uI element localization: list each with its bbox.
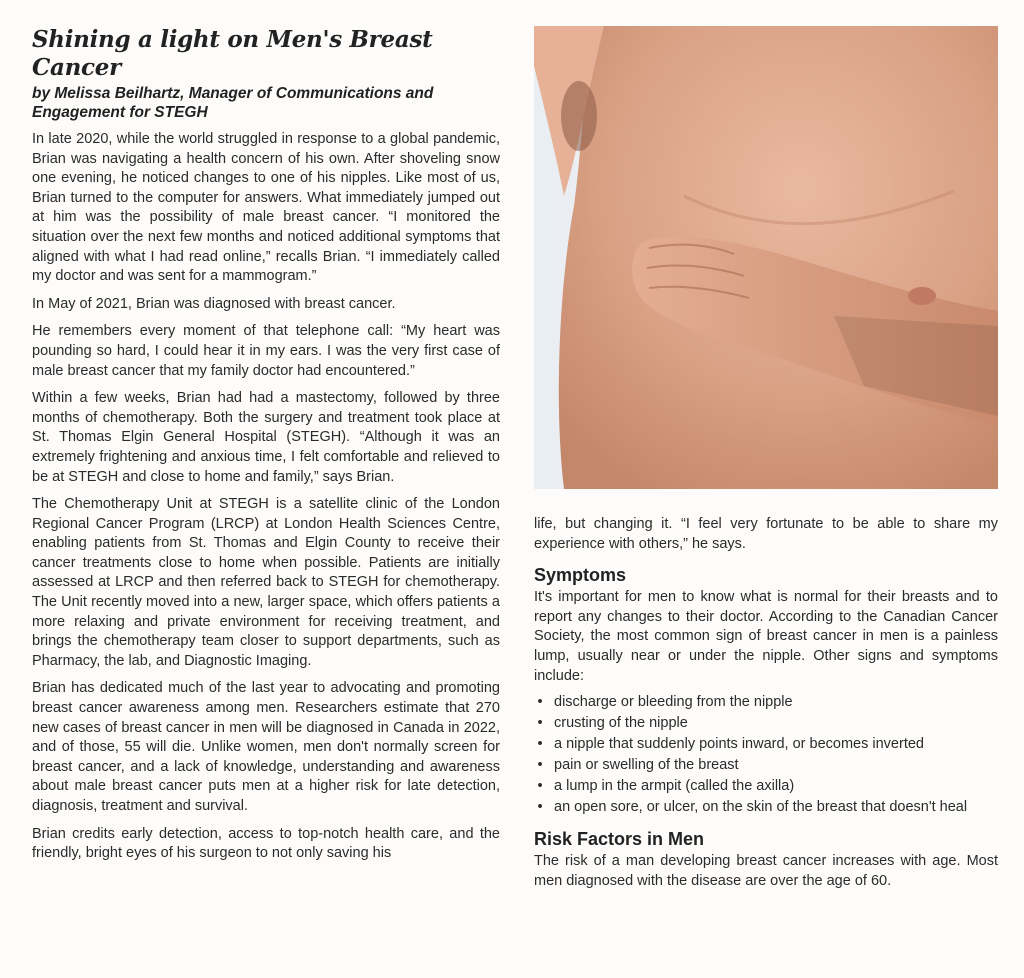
left-column xyxy=(32,26,500,872)
list-item-text: a nipple that suddenly points inward, or becomes inverted xyxy=(554,736,924,753)
self-exam-photo xyxy=(534,26,998,489)
bullet-icon: • xyxy=(537,799,543,816)
bullet-icon: • xyxy=(537,778,543,795)
paragraph: Brian credits early detection, access to top-notch health care, and the friendly, bright eyes of his surgeon to not only saving his xyxy=(32,825,500,862)
paragraph: In May of 2021, Brian was diagnosed with breast cancer. xyxy=(32,295,396,312)
list-item xyxy=(534,755,998,776)
bullet-icon: • xyxy=(537,757,543,774)
bullet-icon: • xyxy=(537,694,543,711)
list-item xyxy=(534,797,998,818)
list-item-text: pain or swelling of the breast xyxy=(554,757,739,774)
right-column xyxy=(534,515,998,899)
list-item-text: an open sore, or ulcer, on the skin of the breast that doesn't heal xyxy=(554,799,968,816)
risk-factors-heading: Risk Factors in Men xyxy=(534,829,705,850)
paragraph: The Chemotherapy Unit at STEGH is a satellite clinic of the London Regional Cancer Program (LRCP) at London Health Sciences Centre, enabling patients from St. Thomas and Elgin County to receive their cancer treatments close to home when possible. Patients are initially assessed at LRCP and then referred back to STEGH for chemotherapy. The Unit recently moved into a new, larger space, which offers patients a more relaxing and private environment for receiving treatment, and brings the chemotherapy team closer to support departments, such as Pharmacy, the lab, and Diagnostic Imaging. xyxy=(32,496,500,669)
list-item-text: a lump in the armpit (called the axilla) xyxy=(554,778,795,795)
paragraph: He remembers every moment of that telephone call: “My heart was pounding so hard, I could hear it in my ears. I was the very first case of male breast cancer that my family doctor had encountered.” xyxy=(32,323,500,379)
list-item-text: crusting of the nipple xyxy=(554,715,688,732)
symptoms-intro: It's important for men to know what is normal for their breasts and to report any changes to their doctor. According to the Canadian Cancer Society, the most common sign of breast cancer in men is a painless lump, usually near or under the nipple. Other signs and symptoms include: xyxy=(534,589,998,684)
list-item-text: discharge or bleeding from the nipple xyxy=(554,694,793,711)
bullet-icon: • xyxy=(537,736,543,753)
risk-factors-text: The risk of a man developing breast cancer increases with age. Most men diagnosed with the disease are over the age of 60. xyxy=(534,853,998,889)
symptoms-heading: Symptoms xyxy=(534,565,627,586)
paragraph: Brian has dedicated much of the last year to advocating and promoting breast cancer awareness among men. Researchers estimate that 270 new cases of breast cancer in men will be diagnosed in Canada in 2022, and of those, 55 will die. Unlike women, men don't normally screen for breast cancer, and a lack of knowledge, understanding and awareness about male breast cancer puts men at a higher risk for late detection, diagnosis, treatment and survival. xyxy=(32,680,500,814)
list-item xyxy=(534,692,998,713)
article-title: Shining a light on Men's Breast Cancer xyxy=(32,26,433,81)
paragraph: Within a few weeks, Brian had had a mastectomy, followed by three months of chemotherapy. Both the surgery and treatment took place at St. Thomas Elgin General Hospital (STEGH). “Although it was an extremely frightening and anxious time, I felt comfortable and relieved to be at STEGH and close to home and family,” says Brian. xyxy=(32,390,500,485)
list-item xyxy=(534,734,998,755)
torso-illustration xyxy=(534,26,998,489)
bullet-icon: • xyxy=(537,715,543,732)
paragraph: life, but changing it. “I feel very fortunate to be able to share my experience with others,” he says. xyxy=(534,516,998,552)
list-item xyxy=(534,713,998,734)
byline: by Melissa Beilhartz, Manager of Communications and Engagement for STEGH xyxy=(32,85,434,121)
symptoms-list xyxy=(534,692,998,818)
paragraph: In late 2020, while the world struggled in response to a global pandemic, Brian was navigating a health concern of his own. After shoveling snow one evening, he noticed changes to one of his nipples. Like most of us, Brian turned to the computer for answers. What immediately jumped out at him was the possibility of male breast cancer. “I monitored the situation over the next few months and noticed additional symptoms that aligned with what I had read online,” recalls Brian. “I immediately called my doctor and was sent for a mammogram.” xyxy=(32,131,500,285)
list-item xyxy=(534,776,998,797)
